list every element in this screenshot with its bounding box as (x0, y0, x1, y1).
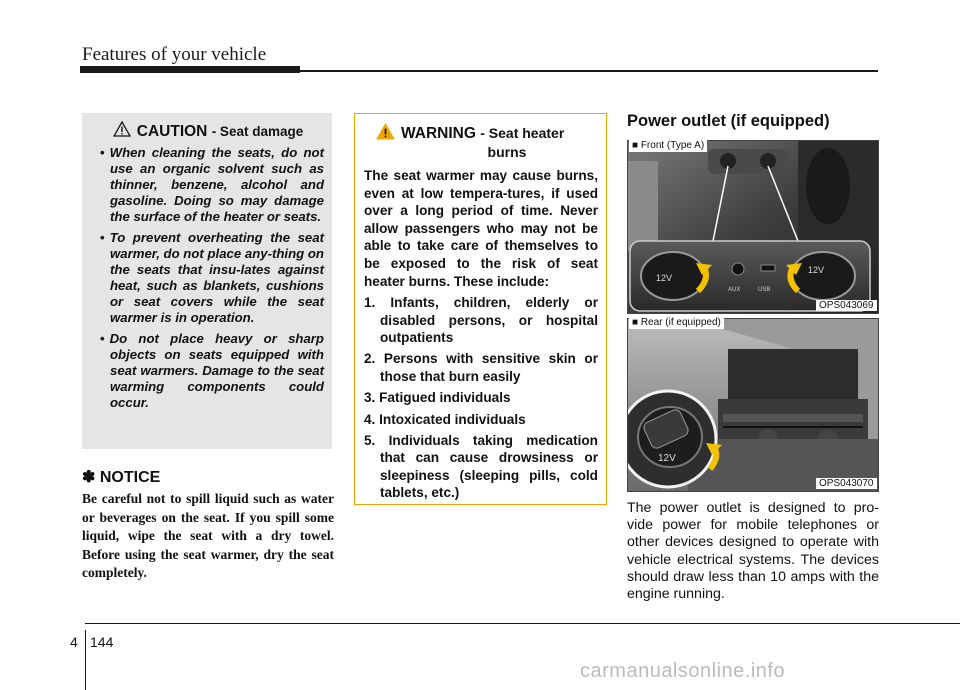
footer-divider (85, 630, 86, 690)
front-outlet-photo (627, 140, 879, 314)
header-rule (300, 70, 878, 72)
caution-subtitle: - Seat damage (211, 124, 304, 139)
front-figure-code: OPS043069 (816, 300, 877, 311)
caution-list (92, 145, 324, 411)
rear-figure-label: ■ Rear (if equipped) (629, 316, 724, 329)
warning-intro: The seat warmer may cause burns, even at low tempera-tures, if used over a long period of time. Never allow passengers who may not be able to take care of themselves to be exposed to the risk of seat heater burns. These include: (364, 168, 598, 289)
front-port-usb-label: USB (758, 287, 771, 293)
warning-subtitle-2: burns (487, 144, 527, 160)
warning-triangle-icon (376, 123, 395, 140)
warning-item: 3. Fatigued individuals (364, 390, 511, 406)
front-outlet-illustration (628, 141, 878, 313)
rear-outlet-label: 12V (658, 453, 676, 464)
warning-item: 5. Individuals taking medication that can cause drowsiness or sleepiness (sleeping pills, cold tablets, etc.) (364, 433, 598, 501)
header-bar (80, 66, 300, 73)
rear-outlet-photo (627, 318, 879, 492)
power-outlet-title: Power outlet (if equipped) (627, 112, 830, 130)
warning-item: 4. Intoxicated individuals (364, 411, 526, 427)
caution-item: • When cleaning the seats, do not use an organic solvent such as thinner, benzene, alcohol and gasoline. Doing so may damage the surface of the heater or seats. (92, 145, 324, 225)
caution-triangle-icon (113, 121, 131, 137)
warning-list (364, 294, 598, 501)
front-figure-label: ■ Front (Type A) (629, 139, 707, 152)
warning-item: 2. Persons with sensitive skin or those that burn easily (364, 351, 598, 384)
watermark: carmanualsonline.info (580, 660, 786, 682)
footer-rule (85, 623, 960, 624)
page-header-title: Features of your vehicle (82, 44, 267, 65)
caution-item: • Do not place heavy or sharp objects on seats equipped with seat warmers. Damage to the seat warming components could occur. (92, 331, 324, 411)
front-port-aux-label: AUX (728, 287, 741, 293)
power-outlet-text: The power outlet is designed to pro-vide power for mobile telephones or other devices designed to operate with vehicle electrical systems. The devices should draw less than 10 amps with the engine running. (627, 500, 879, 603)
rear-figure-code: OPS043070 (816, 478, 877, 489)
caution-heading (92, 121, 324, 141)
notice-text: Be careful not to spill liquid such as water or beverages on the seat. If you spill some liquid, wipe the seat with a dry towel. Before using the seat warmer, dry the seat completely. (82, 491, 334, 580)
front-outlet-label-right: 12V (808, 265, 825, 275)
caution-title: CAUTION (136, 123, 208, 140)
front-outlet-label-left: 12V (656, 273, 673, 283)
warning-item: 1. Infants, children, elderly or disabled persons, or hospital outpatients (364, 295, 598, 345)
warning-title: WARNING (401, 125, 476, 142)
warning-subtitle-1: - Seat heater (480, 125, 565, 141)
warning-box (354, 113, 607, 505)
rear-outlet-illustration (628, 319, 878, 491)
caution-box (82, 113, 332, 449)
caution-item: • To prevent overheating the seat warmer, do not place any-thing on the seats that insu-lates against heat, such as blankets, cushions or seat covers while the seat warmer is in operation. (92, 230, 324, 326)
warning-heading (364, 123, 598, 161)
footer-page-number: 144 (90, 634, 114, 650)
footer-chapter-number: 4 (70, 634, 78, 650)
notice-title: ✽ NOTICE (82, 469, 161, 486)
